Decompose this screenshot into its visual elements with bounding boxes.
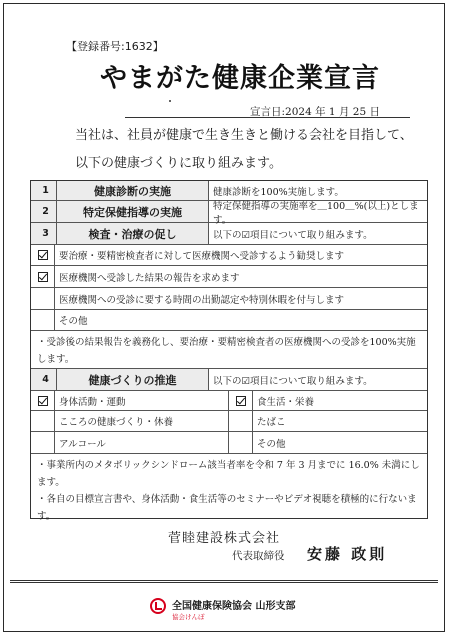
item-description: 特定保健指導の実施率を＿100＿%(以上)とします。 xyxy=(213,200,419,226)
check-icon xyxy=(38,250,48,260)
item4-option-row xyxy=(31,411,427,432)
option-label: その他 xyxy=(257,438,286,450)
item-number: 1 xyxy=(31,181,57,200)
checkbox[interactable] xyxy=(229,391,253,410)
checkbox-empty[interactable] xyxy=(229,411,253,431)
commitment-table xyxy=(30,180,428,522)
header-underline xyxy=(125,117,410,118)
option-label: 食生活・栄養 xyxy=(257,396,315,408)
item-row-4 xyxy=(31,369,427,391)
item-heading: 特定保健指導の実施 xyxy=(57,201,209,222)
option-label: たばこ xyxy=(257,417,286,428)
option-label: 要治療・要精密検査者に対して医療機関へ受診するよう勧奨します xyxy=(59,251,345,262)
item3-option-row xyxy=(31,288,427,310)
item-heading: 健康づくりの推進 xyxy=(57,369,209,390)
company-name: 菅睦建設株式会社 xyxy=(168,531,281,546)
item4-note xyxy=(31,454,427,522)
option-label: こころの健康づくり・休養 xyxy=(59,417,174,428)
checkbox-empty[interactable] xyxy=(31,288,55,309)
option-cell xyxy=(229,432,427,453)
page-title: やまがた健康企業宣言 xyxy=(100,63,380,94)
checkbox-empty[interactable] xyxy=(31,310,55,330)
item4-note-line-1: ・事業所内のメタボリックシンドローム該当者率を令和 7 年 3 月までに 16.0% 未満にします。 xyxy=(37,460,420,488)
option-label: アルコール xyxy=(59,438,106,450)
item-heading: 健康診断の実施 xyxy=(57,181,209,200)
check-icon xyxy=(236,396,246,406)
registration-number: 【登録番号:1632】 xyxy=(66,40,164,53)
item-description: 以下の☑項目について取り組みます。 xyxy=(213,375,373,387)
kyokai-kenpo-logo-icon xyxy=(150,598,166,614)
organization-subtitle: 協会けんぽ xyxy=(172,613,205,621)
checkbox-empty[interactable] xyxy=(31,432,55,453)
checkbox[interactable] xyxy=(31,391,55,410)
option-cell xyxy=(31,411,229,431)
organization-name: 全国健康保険協会 山形支部 xyxy=(172,601,296,612)
checkbox-empty[interactable] xyxy=(229,432,253,453)
item4-option-row xyxy=(31,391,427,411)
check-icon xyxy=(38,272,48,282)
declaration-date: 宣言日:2024 年 1 月 25 日 xyxy=(250,106,380,118)
item4-note-line-2: ・各自の目標宣言書や、身体活動・食生活等のセミナーやビデオ視聴を積極的に行ないます。 xyxy=(37,494,417,522)
intro-line-1: 当社は、社員が健康で生き生きと働ける会社を目指して、 xyxy=(75,128,413,143)
checkbox[interactable] xyxy=(31,245,55,265)
item3-option-row xyxy=(31,310,427,331)
option-cell xyxy=(229,411,427,431)
option-cell xyxy=(229,391,427,410)
representative-signature: 安藤 政則 xyxy=(307,545,388,563)
option-label: 身体活動・運動 xyxy=(59,396,126,408)
checkbox[interactable] xyxy=(31,266,55,287)
item-heading: 検査・治療の促し xyxy=(57,223,209,244)
option-label: 医療機関への受診に要する時間の出勤認定や特別休暇を付与します xyxy=(59,294,345,306)
item-number: 2 xyxy=(31,201,57,222)
item3-note: ・受診後の結果報告を義務化し、要治療・要精密検査者の医療機関への受診を100%実施します。 xyxy=(31,331,427,369)
decorative-dot xyxy=(169,100,171,102)
item3-option-row xyxy=(31,245,427,266)
item-row-3 xyxy=(31,223,427,245)
check-icon xyxy=(38,396,48,406)
item-number: 3 xyxy=(31,223,57,244)
intro-line-2: 以下の健康づくりに取り組みます。 xyxy=(75,156,282,171)
item4-option-row xyxy=(31,432,427,454)
representative-role: 代表取締役 xyxy=(232,550,285,562)
item-description: 健康診断を100%実施します。 xyxy=(213,186,344,198)
item3-option-row xyxy=(31,266,427,288)
item-number: 4 xyxy=(31,369,57,390)
option-cell xyxy=(31,432,229,453)
item-description: 以下の☑項目について取り組みます。 xyxy=(213,229,373,241)
item-row-2 xyxy=(31,200,427,226)
footer-divider xyxy=(10,580,438,583)
checkbox-empty[interactable] xyxy=(31,411,55,431)
option-cell xyxy=(31,391,229,410)
option-label: 医療機関へ受診した結果の報告を求めます xyxy=(59,272,240,284)
option-label: その他 xyxy=(59,316,88,327)
